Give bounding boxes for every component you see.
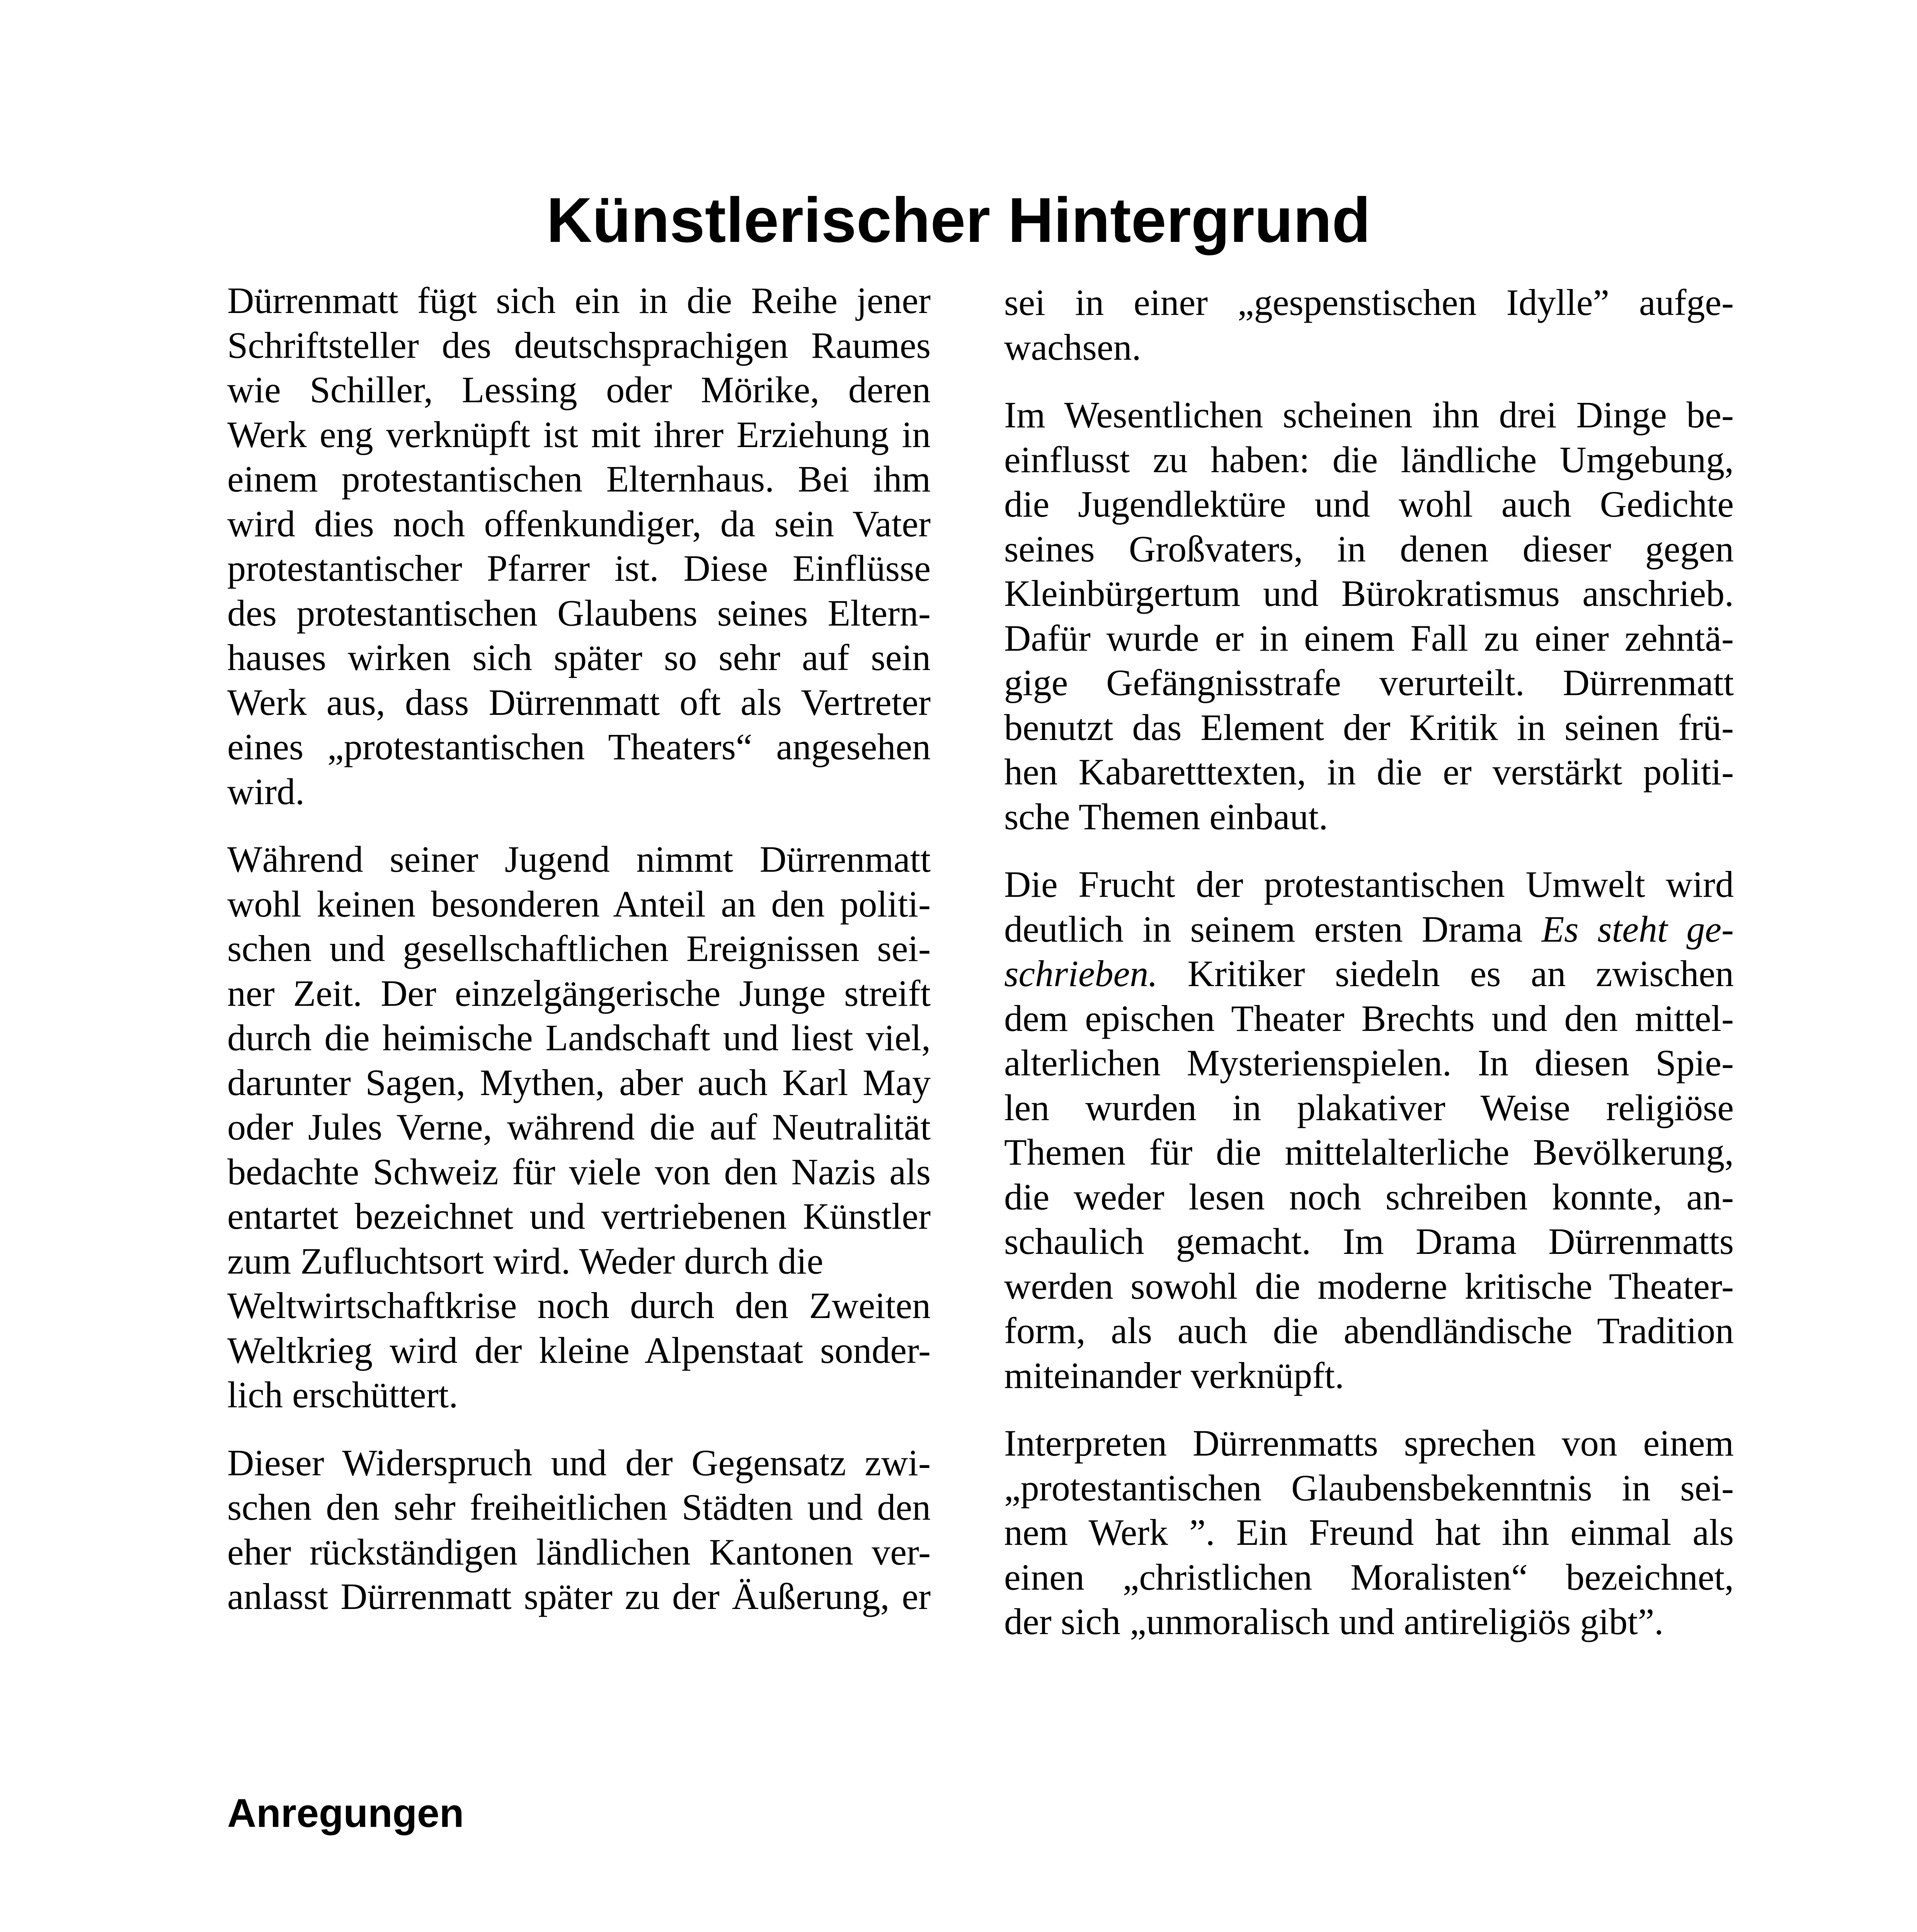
text-line: Dafür wurde er in einem Fall zu einer zehntä-: [1004, 617, 1734, 659]
text-line: bedachte Schweiz für viele von den Nazis als: [227, 1151, 931, 1192]
paragraph: [1004, 862, 1734, 1398]
text-line: Themen für die mittelalterliche Bevölkerung,: [1004, 1131, 1734, 1173]
text-line: benutzt das Element der Kritik in seinen frü-: [1004, 706, 1734, 748]
text-line: gige Gefängnisstrafe verurteilt. Dürrenmatt: [1004, 662, 1734, 703]
text-line: oder Jules Verne, während die auf Neutralität: [227, 1106, 931, 1148]
text-line: seines Großvaters, in denen dieser gegen: [1004, 528, 1734, 570]
text-line: zum Zufluchtsort wird. Weder durch die: [227, 1240, 824, 1282]
text-line: hauses wirken sich später so sehr auf sein: [227, 637, 931, 678]
text-line: Schriftsteller des deutschsprachigen Raumes: [227, 324, 931, 366]
text-line: schaulich gemacht. Im Drama Dürrenmatts: [1004, 1221, 1734, 1262]
text-line: [1004, 951, 1734, 996]
paragraph: [1004, 280, 1734, 369]
paragraph: [227, 837, 931, 1417]
text-line: eines „protestantischen Theaters“ angesehen: [227, 726, 931, 767]
text-line: werden sowohl die moderne kritische Theater-: [1004, 1265, 1734, 1307]
text-line: Kleinbürgertum und Bürokratismus anschrieb.: [1004, 573, 1734, 614]
text-line: Weltkrieg wird der kleine Alpenstaat sonder-: [227, 1329, 931, 1371]
text-line: Dürrenmatt fügt sich ein in die Reihe jener: [227, 280, 931, 321]
text-run: Kritiker siedeln es an zwischen: [1158, 953, 1734, 994]
text-line: einen „christlichen Moralisten“ bezeichnet,: [1004, 1556, 1734, 1598]
text-line: die weder lesen noch schreiben konnte, an-: [1004, 1176, 1734, 1218]
text-line: lich erschüttert.: [227, 1374, 458, 1415]
text-line: der sich „unmoralisch und antireligiös gibt”.: [1004, 1601, 1664, 1642]
section-heading: Anregungen: [227, 1791, 464, 1836]
drama-title-italic: schrieben.: [1004, 953, 1158, 994]
text-line: einem protestantischen Elternhaus. Bei ihm: [227, 458, 931, 500]
text-line: protestantischer Pfarrer ist. Diese Einflüsse: [227, 548, 931, 589]
text-line: des protestantischen Glaubens seines Eltern-: [227, 592, 931, 634]
text-line: wohl keinen besonderen Anteil an den politi-: [227, 883, 931, 925]
text-line: Dieser Widerspruch und der Gegensatz zwi-: [227, 1442, 931, 1483]
page-title: Künstlerischer Hintergrund: [546, 185, 1371, 255]
text-line: alterlichen Mysterienspielen. In diesen Spie-: [1004, 1042, 1734, 1083]
text-line: Die Frucht der protestantischen Umwelt wird: [1004, 864, 1734, 905]
left-text-column: [227, 278, 931, 1642]
text-line: sche Themen einbaut.: [1004, 796, 1328, 837]
text-line: die Jugendlektüre und wohl auch Gedichte: [1004, 483, 1734, 525]
text-line: len wurden in plakativer Weise religiöse: [1004, 1087, 1734, 1128]
text-line: einflusst zu haben: die ländliche Umgebung,: [1004, 439, 1734, 480]
drama-title-italic: Es steht ge-: [1541, 908, 1734, 950]
text-line: wird.: [227, 770, 305, 812]
text-line: schen und gesellschaftlichen Ereignissen sei-: [227, 928, 931, 969]
right-text-column: [1004, 280, 1734, 1667]
text-line: form, als auch die abendländische Tradition: [1004, 1310, 1734, 1351]
text-line: wie Schiller, Lessing oder Mörike, deren: [227, 369, 931, 410]
text-line: hen Kabaretttexten, in die er verstärkt politi-: [1004, 751, 1734, 793]
text-run: deutlich in seinem ersten Drama: [1004, 908, 1542, 950]
text-line: schen den sehr freiheitlichen Städten und den: [227, 1486, 931, 1528]
text-line: anlasst Dürrenmatt später zu der Äußerung, er: [227, 1576, 931, 1617]
paragraph: [1004, 393, 1734, 839]
text-line: Im Wesentlichen scheinen ihn drei Dinge be-: [1004, 394, 1734, 435]
text-line: wird dies noch offenkundiger, da sein Vater: [227, 503, 931, 544]
text-line: Werk eng verknüpft ist mit ihrer Erziehung in: [227, 413, 931, 455]
text-line: durch die heimische Landschaft und liest viel,: [227, 1017, 931, 1058]
paragraph: [227, 278, 931, 814]
paragraph: [1004, 1421, 1734, 1644]
text-line: wachsen.: [1004, 326, 1141, 368]
text-line: nem Werk ”. Ein Freund hat ihn einmal als: [1004, 1512, 1734, 1553]
text-line: Während seiner Jugend nimmt Dürrenmatt: [227, 838, 931, 880]
text-line: miteinander verknüpft.: [1004, 1354, 1344, 1396]
text-line: entartet bezeichnet und vertriebenen Künstler: [227, 1196, 931, 1237]
text-line: ner Zeit. Der einzelgängerische Junge streift: [227, 972, 931, 1014]
text-line: darunter Sagen, Mythen, aber auch Karl May: [227, 1061, 931, 1103]
text-line: Werk aus, dass Dürrenmatt oft als Vertreter: [227, 681, 931, 723]
text-line: Interpreten Dürrenmatts sprechen von einem: [1004, 1422, 1734, 1464]
text-line: „protestantischen Glaubensbekenntnis in sei-: [1004, 1467, 1734, 1509]
text-line: dem epischen Theater Brechts und den mittel-: [1004, 997, 1734, 1039]
paragraph: [227, 1440, 931, 1619]
text-line: [1004, 907, 1734, 952]
text-line: Weltwirtschaftkrise noch durch den Zweiten: [227, 1285, 931, 1326]
text-line: eher rückständigen ländlichen Kantonen ver-: [227, 1531, 931, 1573]
text-line: sei in einer „gespenstischen Idylle” aufge-: [1004, 282, 1734, 323]
